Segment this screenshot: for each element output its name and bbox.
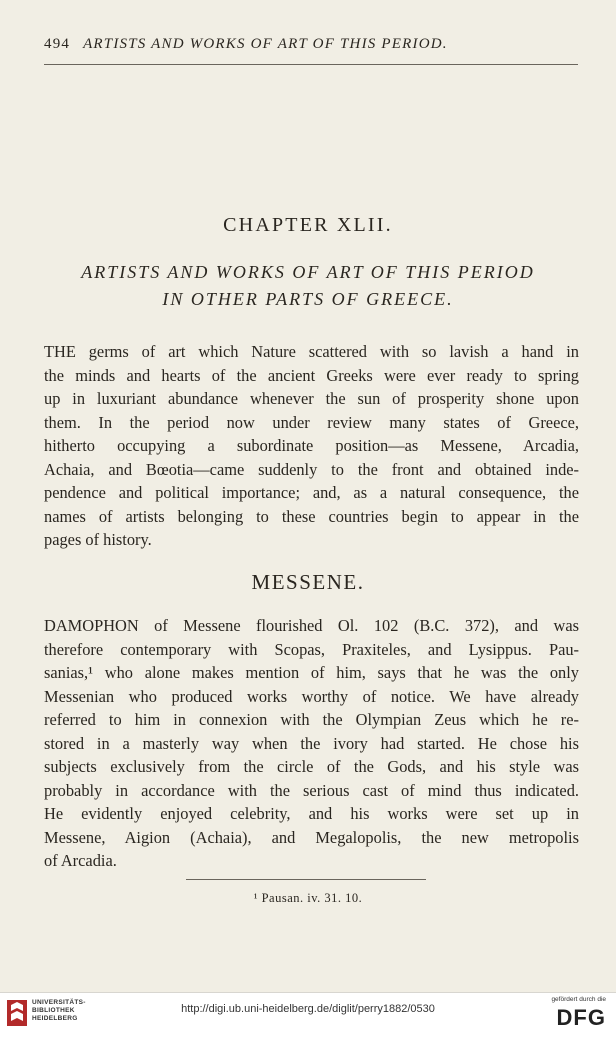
text-line: up in luxuriant abundance whenever the sun of prosperity shone upon (44, 389, 579, 408)
footnote-rule (186, 879, 426, 880)
page-number: 494 (44, 36, 71, 52)
intro-paragraph (44, 340, 579, 552)
text-line: probably in accordance with the serious cast of mind thus indicated. (44, 780, 579, 800)
messene-paragraph (44, 614, 579, 873)
text-line: subjects exclusively from the circle of the Gods, and his style was (44, 757, 579, 776)
text-line: He evidently enjoyed celebrity, and his works were set up in (44, 804, 579, 823)
text-line: Messene, Aigion (Achaia), and Megalopolis, the new metropolis (44, 827, 579, 847)
running-header (44, 36, 580, 53)
chapter-subtitle-line-1: ARTISTS AND WORKS OF ART OF THIS PERIOD (81, 262, 535, 282)
footnote: ¹ Pausan. iv. 31. 10. (253, 891, 363, 905)
header-rule (44, 64, 578, 65)
text-line: hitherto occupying a subordinate position—as Messene, Arcadia, (44, 436, 579, 455)
text-line: Messenian who produced works worthy of notice. We have already (44, 686, 579, 706)
chapter-subtitle-line-2: IN OTHER PARTS OF GREECE. (162, 289, 454, 309)
library-name-line: HEIDELBERG (32, 1015, 78, 1022)
text-line: DAMOPHON of Messene flourished Ol. 102 (B.C. 372), and was (44, 616, 579, 635)
viewer-footer (0, 992, 616, 1037)
text-line: pendence and political importance; and, as a natural consequence, the (44, 483, 579, 502)
funding-note: gefördert durch die (551, 996, 606, 1003)
library-name-line: BIBLIOTHEK (32, 1007, 75, 1014)
text-line: pages of history. (44, 530, 152, 549)
text-line: stored in a masterly way when the ivory had started. He chose his (44, 733, 579, 753)
permalink-url[interactable]: http://digi.ub.uni-heidelberg.de/diglit/perry1882/0530 (181, 1003, 435, 1015)
running-title: ARTISTS AND WORKS OF ART OF THIS PERIOD. (83, 36, 448, 52)
section-heading: MESSENE. (251, 570, 365, 594)
text-line: Achaia, and Bœotia—came suddenly to the front and obtained inde- (44, 459, 579, 479)
text-line: them. In the period now under review many states of Greece, (44, 412, 579, 432)
text-line: the minds and hearts of the ancient Greeks were ever ready to spring (44, 365, 579, 385)
library-name-line: UNIVERSITÄTS- (32, 999, 86, 1006)
text-line: THE germs of art which Nature scattered with so lavish a hand in (44, 342, 579, 361)
text-line: therefore contemporary with Scopas, Praxiteles, and Lysippus. Pau- (44, 639, 579, 659)
text-line: of Arcadia. (44, 851, 117, 870)
text-line: referred to him in connexion with the Olympian Zeus which he re- (44, 710, 579, 729)
dfg-logo: DFG (556, 1005, 606, 1030)
chapter-heading: CHAPTER XLII. (223, 214, 393, 236)
text-line: sanias,¹ who alone makes mention of him, says that he was the only (44, 663, 579, 682)
text-line: names of artists belonging to these countries begin to appear in the (44, 506, 579, 526)
